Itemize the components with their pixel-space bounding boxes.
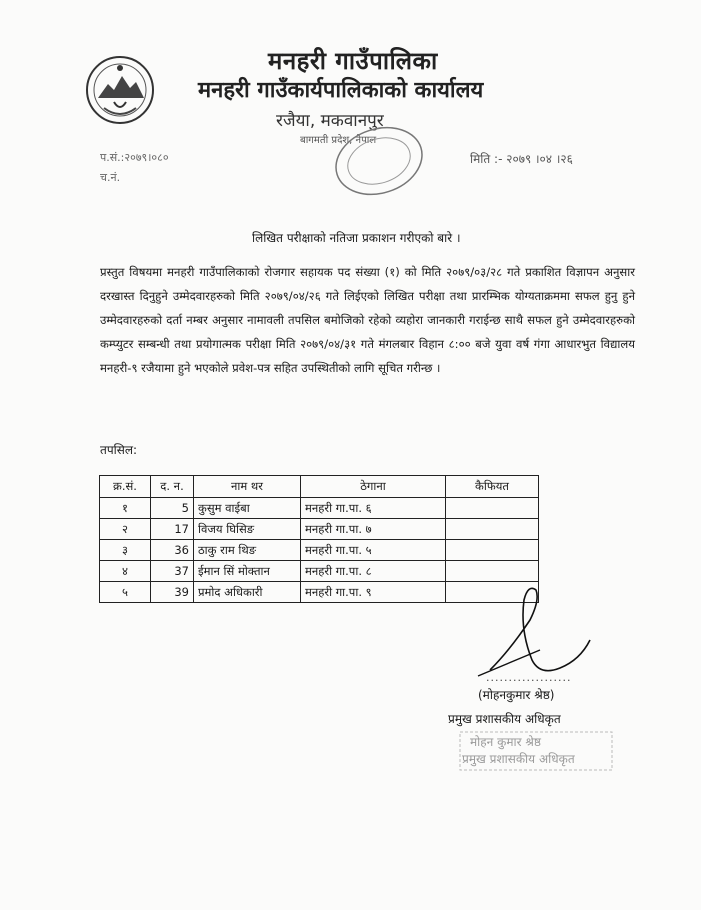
- province-name: बागमती प्रदेश, नेपाल: [300, 135, 377, 146]
- municipality-name: मनहरी गाउँपालिका: [268, 47, 438, 75]
- cell-reg-number: 39: [151, 582, 194, 603]
- letter-date: मिति :- २०७९ ।०४ ।२६: [470, 152, 573, 166]
- chalani-number: च.नं.: [100, 171, 121, 184]
- col-serial: क्र.सं.: [100, 476, 151, 498]
- office-address: रजैया, मकवानपुर: [276, 111, 384, 131]
- stamp-name: मोहन कुमार श्रेष्ठ: [470, 735, 541, 749]
- cell-name: कुसुम वाईबा: [194, 498, 301, 519]
- col-remarks: कैफियत: [446, 476, 539, 498]
- cell-serial: ५: [100, 582, 151, 603]
- letter-body: प्रस्तुत विषयमा मनहरी गाउँपालिकाको रोजगार सहायक पद संख्या (१) को मिति २०७९/०३/२८ गते प्रकाशित विज्ञापन अनुसार दरखास्त दिनुहुने उम्मेदवारहरुको मिति २०७९/०४/२६ गते लिईएको लिखित परीक्षा तथा प्रारम्भिक योग्यताक्रममा सफल हुनु हुने उम्मेदवारहरुको दर्ता नम्बर अनुसार नामावली तपसिल बमोजिको रहेको व्यहोरा जानकारी गराईन्छ साथै सफल हुने उम्मेदवारहरुको कम्प्युटर सम्बन्धी तथा प्रयोगात्मक परीक्षा मिति २०७९/०४/३१ गते मंगलबार विहान ८:०० बजे युवा वर्ष गंगा आधारभुत विद्यालय मनहरी-९ रजैयामा हुने भएकोले प्रवेश-पत्र सहित उपस्थितीको लागि सूचित गरीन्छ ।: [100, 265, 636, 375]
- cell-address: मनहरी गा.पा. ५: [301, 540, 446, 561]
- cell-remarks: [446, 519, 539, 540]
- government-emblem-icon: [84, 54, 156, 126]
- stamp-title: प्रमुख प्रशासकीय अधिकृत: [462, 752, 575, 766]
- cell-address: मनहरी गा.पा. ६: [301, 498, 446, 519]
- col-reg-number: द. न.: [151, 476, 194, 498]
- cell-reg-number: 5: [151, 498, 194, 519]
- table-row: [100, 561, 539, 582]
- signature-line: ...................: [486, 671, 572, 684]
- cell-name: ठाकु राम थिङ: [194, 540, 301, 561]
- cell-remarks: [446, 498, 539, 519]
- cell-name: प्रमोद अधिकारी: [194, 582, 301, 603]
- tapasil-label: तपसिल:: [100, 443, 138, 457]
- patra-sankhya: प.सं.:२०७९।०८०: [100, 151, 169, 164]
- cell-reg-number: 17: [151, 519, 194, 540]
- cell-address: मनहरी गा.पा. ७: [301, 519, 446, 540]
- letter-subject: लिखित परीक्षाको नतिजा प्रकाशन गरीएको बारे ।: [252, 231, 461, 245]
- signatory-name: (मोहनकुमार श्रेष्ठ): [478, 688, 555, 702]
- table-row: [100, 498, 539, 519]
- table-row: [100, 519, 539, 540]
- office-name: मनहरी गाउँकार्यपालिकाको कार्यालय: [198, 78, 484, 103]
- cell-serial: ४: [100, 561, 151, 582]
- col-name: नाम थर: [194, 476, 301, 498]
- office-seal-icon: [330, 125, 428, 197]
- signatory-title: प्रमुख प्रशासकीय अधिकृत: [448, 712, 561, 726]
- reference-block: [100, 148, 169, 188]
- cell-address: मनहरी गा.पा. ८: [301, 561, 446, 582]
- cell-serial: १: [100, 498, 151, 519]
- table-row: [100, 540, 539, 561]
- cell-name: ईमान सिं मोक्तान: [194, 561, 301, 582]
- cell-remarks: [446, 561, 539, 582]
- col-address: ठेगाना: [301, 476, 446, 498]
- cell-reg-number: 37: [151, 561, 194, 582]
- cell-serial: ३: [100, 540, 151, 561]
- cell-remarks: [446, 540, 539, 561]
- cell-serial: २: [100, 519, 151, 540]
- cell-name: विजय घिसिङ: [194, 519, 301, 540]
- cell-reg-number: 36: [151, 540, 194, 561]
- cell-address: मनहरी गा.पा. ९: [301, 582, 446, 603]
- table-header-row: [100, 476, 539, 498]
